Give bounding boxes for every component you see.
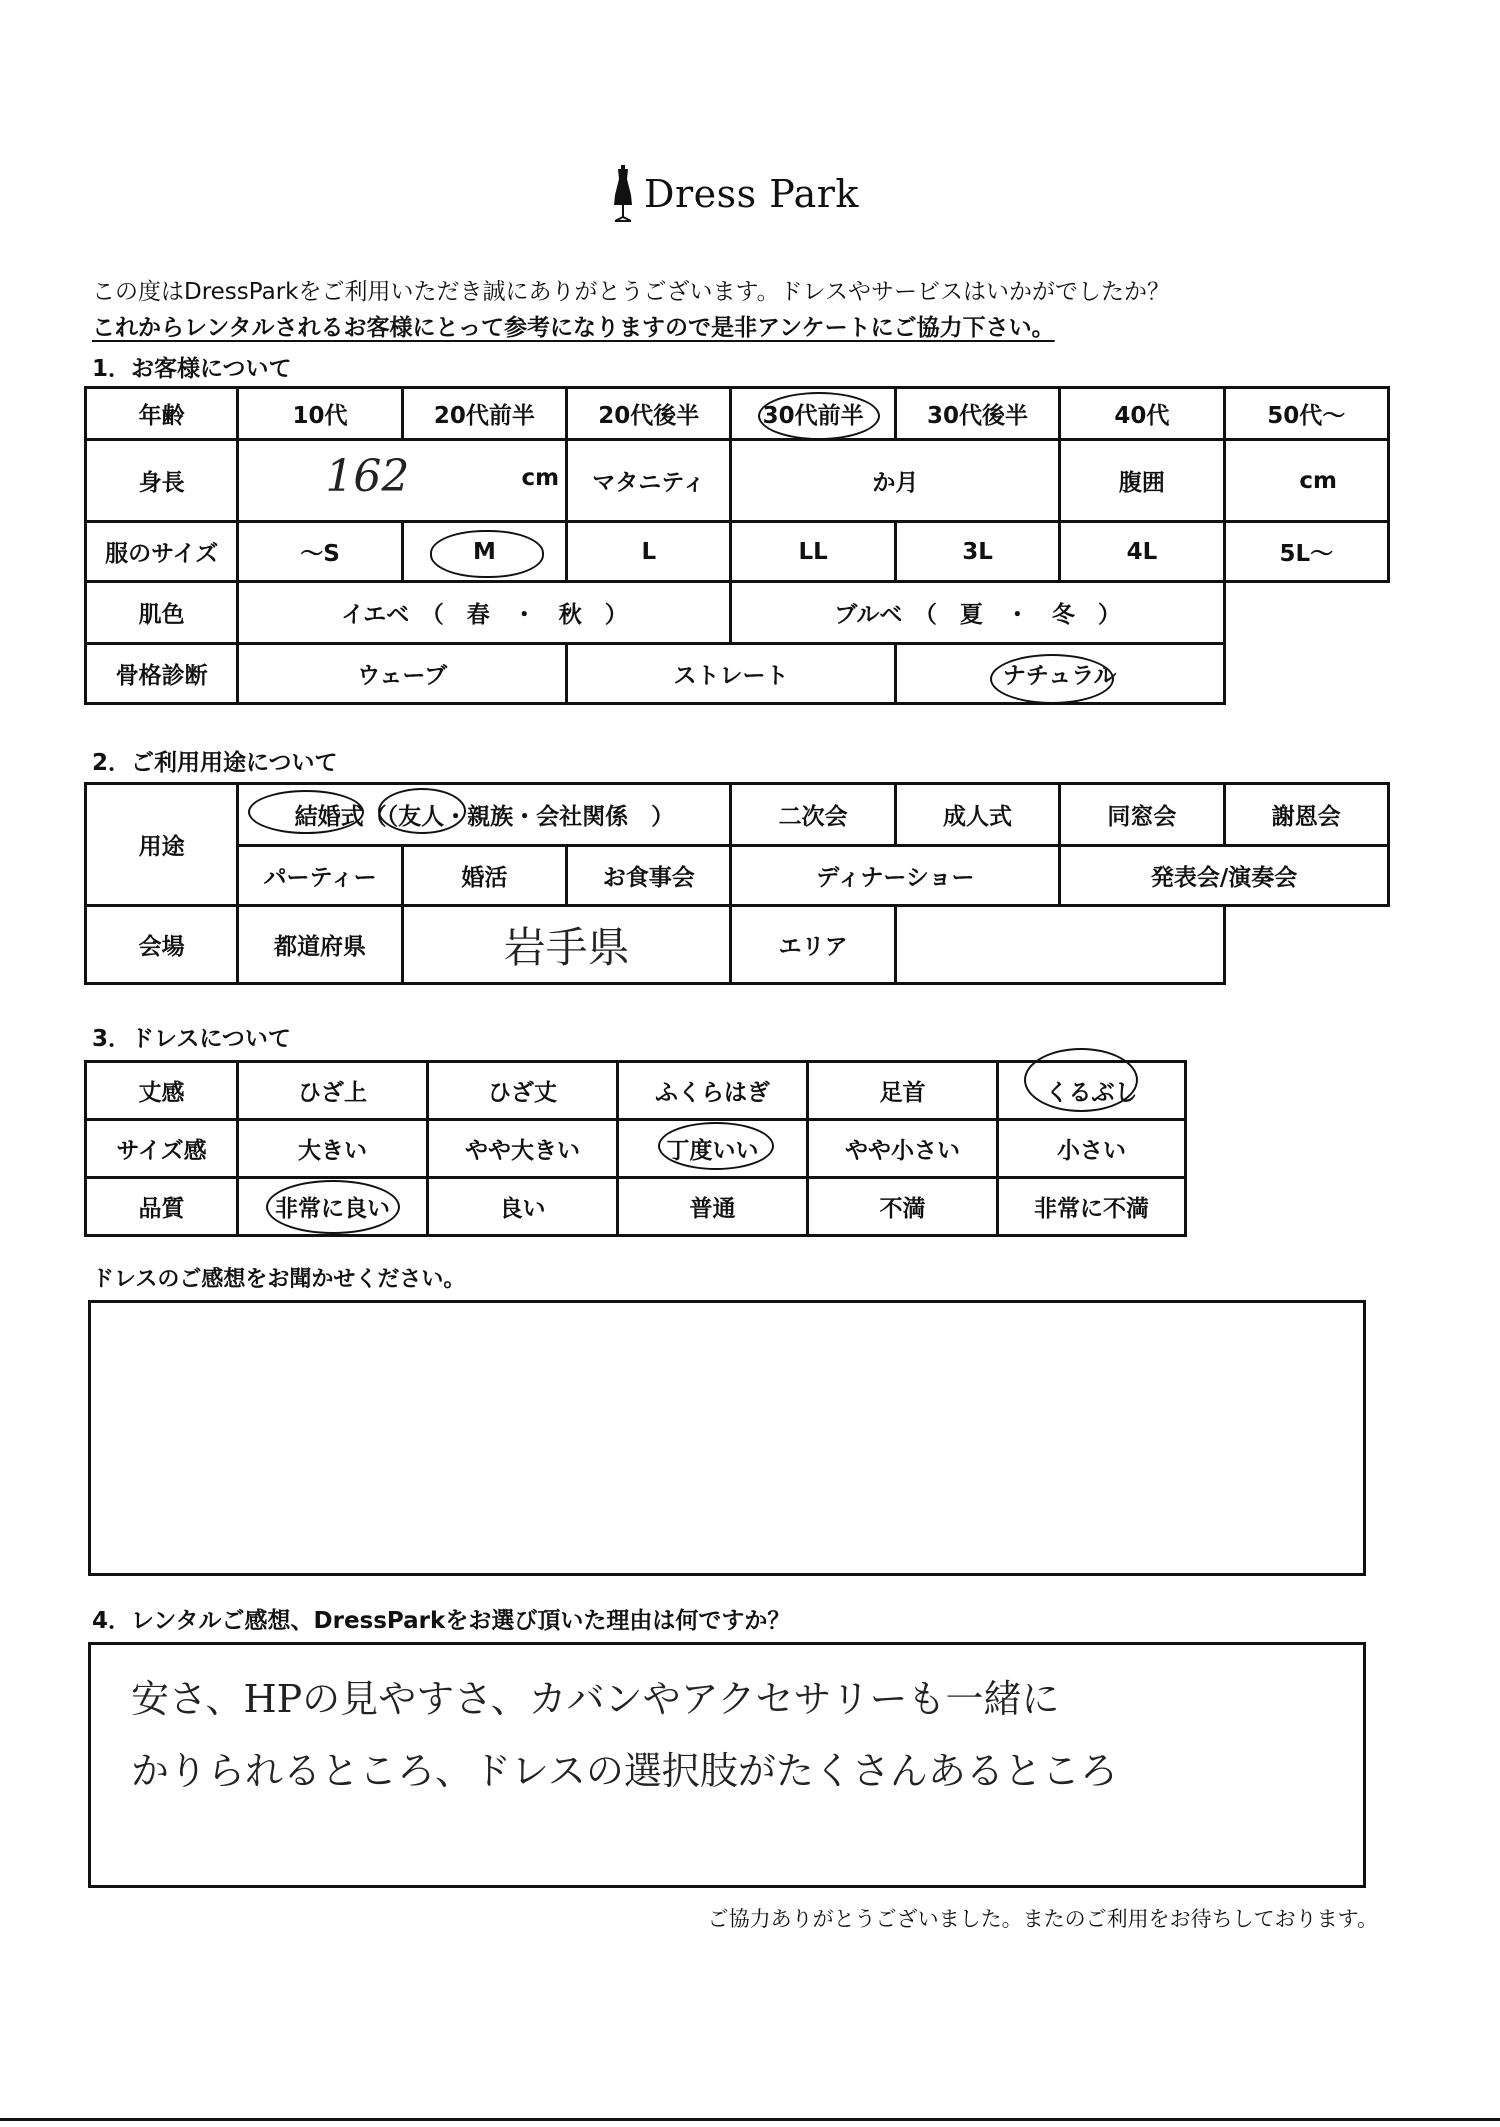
waist-unit: cm [1299,467,1337,494]
quality-option[interactable]: 不満 [808,1178,998,1236]
frame-option[interactable]: ストレート [567,644,896,704]
age-option[interactable]: 20代後半 [567,388,731,440]
purpose-table [84,782,1390,985]
height-row [86,440,1389,522]
maternity-label: マタニティ [567,440,731,522]
length-option[interactable]: ひざ丈 [428,1062,618,1120]
size-option[interactable]: 4L [1060,522,1224,582]
age-option[interactable]: 20代前半 [402,388,566,440]
venue-label: 会場 [86,906,238,984]
dress-table [84,1060,1187,1237]
empty-cell [1224,906,1388,984]
skin-yellow-option[interactable]: イエベ （ 春 ・ 秋 ） [238,582,731,644]
age-option-selected[interactable]: 30代前半 [731,388,895,440]
party-option[interactable]: パーティー [238,846,402,906]
quality-option[interactable]: 良い [428,1178,618,1236]
area-field[interactable] [895,906,1224,984]
frame-row [86,644,1389,704]
length-option-selected[interactable]: くるぶし [998,1062,1186,1120]
size-option[interactable]: 3L [895,522,1059,582]
coming-of-age-option[interactable]: 成人式 [895,784,1059,846]
dress-mannequin-icon [610,165,636,223]
length-option[interactable]: 足首 [808,1062,998,1120]
age-label: 年齢 [86,388,238,440]
dinner-option[interactable]: お食事会 [567,846,731,906]
skin-blue-option[interactable]: ブルベ （ 夏 ・ 冬 ） [731,582,1224,644]
skin-label: 肌色 [86,582,238,644]
length-label: 丈感 [86,1062,238,1120]
age-option[interactable]: 10代 [238,388,402,440]
footer-divider [0,2118,1500,2121]
thanks-message: ご協力ありがとうございました。またのご利用をお待ちしております。 [707,1907,1378,1931]
fit-option-selected[interactable]: 丁度いい [618,1120,808,1178]
size-row [86,522,1389,582]
dress-comment-box[interactable] [88,1300,1366,1576]
height-label: 身長 [86,440,238,522]
fit-option[interactable]: 大きい [238,1120,428,1178]
empty-cell [1224,582,1388,644]
brand-name: Dress Park [644,172,859,216]
intro-line-1: この度はDressParkをご利用いただき誠にありがとうございます。ドレスやサービスはいかがでしたか？ [92,279,1170,305]
frame-option[interactable]: ウェーブ [238,644,567,704]
prefecture-label: 都道府県 [238,906,402,984]
height-field[interactable] [238,440,567,522]
size-label: 服のサイズ [86,522,238,582]
age-option[interactable]: 50代〜 [1224,388,1388,440]
konkatsu-option[interactable]: 婚活 [402,846,566,906]
length-option[interactable]: ひざ上 [238,1062,428,1120]
purpose-label: 用途 [86,784,238,906]
size-option-selected[interactable]: M [402,522,566,582]
size-option[interactable]: 〜S [238,522,402,582]
frame-option-selected[interactable]: ナチュラル [895,644,1224,704]
fit-option[interactable]: やや大きい [428,1120,618,1178]
age-option[interactable]: 40代 [1060,388,1224,440]
reason-line-2: かりられるところ、ドレスの選択肢がたくさんあるところ [131,1749,1118,1793]
months-unit: か月 [872,470,919,496]
quality-option-selected[interactable]: 非常に良い [238,1178,428,1236]
waist-label: 腹囲 [1060,440,1224,522]
thanks-party-option[interactable]: 謝恩会 [1224,784,1388,846]
prefecture-value: 岩手県 [503,922,630,972]
section-1-title: 1．お客様について [92,356,292,382]
customer-table [84,386,1390,705]
waist-field[interactable] [1224,440,1388,522]
age-row [86,388,1389,440]
size-option[interactable]: LL [731,522,895,582]
quality-option[interactable]: 普通 [618,1178,808,1236]
height-unit: cm [521,465,560,491]
fit-option[interactable]: 小さい [998,1120,1186,1178]
afterparty-option[interactable]: 二次会 [731,784,895,846]
wedding-option[interactable]: 結婚式（（友人・親族・会社関係 ） [238,784,731,846]
intro-line-2: これからレンタルされるお客様にとって参考になりますので是非アンケートにご協力下さい。 [92,315,1055,341]
height-value: 162 [325,451,410,502]
maternity-months-field[interactable] [731,440,1060,522]
dinner-show-option[interactable]: ディナーショー [731,846,1060,906]
reason-comment-box[interactable] [88,1642,1366,1888]
section-3-title: 3．ドレスについて [92,1026,291,1052]
frame-label: 骨格診断 [86,644,238,704]
length-option[interactable]: ふくらはぎ [618,1062,808,1120]
prefecture-field[interactable] [402,906,731,984]
fit-option[interactable]: やや小さい [808,1120,998,1178]
section-2-title: 2．ご利用用途について [92,750,338,776]
age-option[interactable]: 30代後半 [895,388,1059,440]
empty-cell [1224,644,1388,704]
size-option[interactable]: 5L〜 [1224,522,1388,582]
reunion-option[interactable]: 同窓会 [1060,784,1224,846]
quality-option[interactable]: 非常に不満 [998,1178,1186,1236]
reason-line-1: 安さ、HPの見やすさ、カバンやアクセサリーも一緒に [131,1677,1060,1721]
section-4-title: 4．レンタルご感想、DressParkをお選び頂いた理由は何ですか？ [92,1608,791,1634]
comment-prompt: ドレスのご感想をお聞かせください。 [92,1267,466,1292]
fit-label: サイズ感 [86,1120,238,1178]
size-option[interactable]: L [567,522,731,582]
skin-row [86,582,1389,644]
recital-option[interactable]: 発表会/演奏会 [1060,846,1389,906]
logo [610,165,859,223]
area-label: エリア [731,906,895,984]
quality-label: 品質 [86,1178,238,1236]
